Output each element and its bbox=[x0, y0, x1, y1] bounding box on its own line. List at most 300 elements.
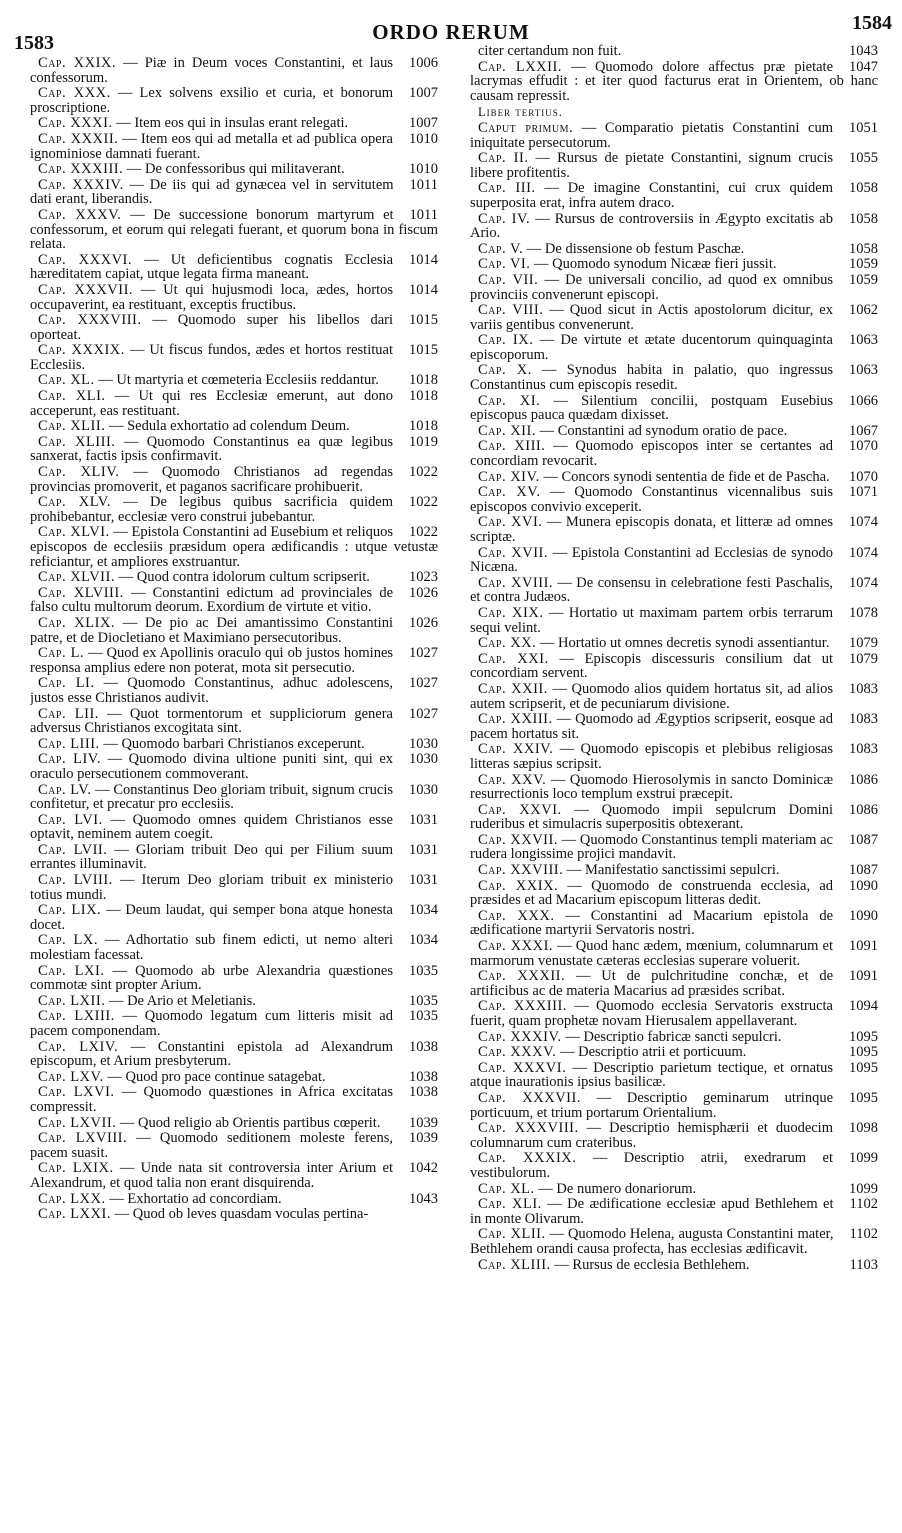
chapter-title: — Quomodo ecclesia Servatoris exstructa fuerit, quam prophetæ novam Hierusalem appellaverant. bbox=[470, 998, 833, 1029]
entry-page-number: 1074 bbox=[849, 544, 878, 561]
entry-page-number: 1079 bbox=[849, 635, 878, 652]
chapter-title: — Quomodo synodum Nicææ fieri jussit. bbox=[534, 256, 777, 273]
chapter-label: Cap. LX. bbox=[38, 932, 98, 949]
chapter-title: — Silentium concilii, postquam Eusebius episcopus pauca quædam dixisset. bbox=[470, 392, 834, 424]
toc-entry bbox=[30, 813, 438, 842]
toc-entry bbox=[470, 394, 878, 423]
entry-page-number: 1099 bbox=[849, 1180, 878, 1197]
chapter-label: Cap. LI. bbox=[38, 675, 95, 692]
chapter-title: — Quod contra idolorum cultum scripserit. bbox=[118, 569, 370, 586]
chapter-title: — Quomodo legatum cum litteris misit ad pacem componendam. bbox=[30, 1008, 393, 1039]
toc-entry bbox=[30, 283, 438, 312]
toc-entry bbox=[470, 303, 878, 332]
chapter-label: Cap. XXIX. bbox=[38, 56, 117, 71]
entry-page-number: 1091 bbox=[849, 938, 878, 955]
toc-entry bbox=[30, 253, 438, 282]
chapter-title: — Iterum Deo gloriam tribuit ex ministerio totius mundi. bbox=[30, 872, 393, 903]
entry-page-number: 1103 bbox=[849, 1256, 878, 1273]
chapter-label: Cap. XXXIII. bbox=[38, 161, 124, 178]
chapter-label: Cap. XLI. bbox=[478, 1196, 542, 1213]
chapter-title: — Manifestatio sanctissimi sepulcri. bbox=[566, 862, 780, 879]
toc-entry bbox=[30, 208, 438, 252]
chapter-title: — Quomodo impii sepulcrum Domini ruderibus et simulacris superpositis obtexerant. bbox=[470, 801, 833, 833]
toc-entry bbox=[470, 879, 878, 908]
entry-page-number: 1083 bbox=[849, 711, 878, 728]
chapter-label: Cap. IX. bbox=[478, 332, 534, 349]
chapter-title: — Synodus habita in palatio, quo ingressus Constantinus cum episcopis resedit. bbox=[470, 362, 834, 394]
chapter-title: — De successione bonorum martyrum et confessorum, et eorum qui relegati fuerant, et quorum bona in fiscum relata. bbox=[30, 206, 438, 253]
toc-entry bbox=[470, 636, 878, 651]
entry-page-number: 1026 bbox=[409, 584, 438, 601]
entry-page-number: 1007 bbox=[409, 85, 438, 102]
entry-page-number: 1026 bbox=[409, 614, 438, 631]
entry-page-number: 1011 bbox=[409, 176, 438, 193]
entry-page-number: 1063 bbox=[849, 362, 878, 379]
chapter-label: Cap. LXVII. bbox=[38, 1114, 117, 1131]
chapter-label: Cap. XXIX. bbox=[478, 877, 559, 894]
toc-entry bbox=[30, 1116, 438, 1131]
chapter-title: — Quomodo divina ultione puniti sint, qui ex oraculo persecutionem commoverant. bbox=[30, 751, 394, 782]
chapter-label: Cap. XXXVI. bbox=[478, 1059, 567, 1076]
toc-entry bbox=[470, 546, 878, 575]
toc-entry bbox=[470, 1030, 878, 1045]
chapter-title: — Rursus de controversiis in Ægypto excitatis ab Ario. bbox=[470, 210, 833, 242]
running-title: ORDO RERUM bbox=[372, 20, 530, 44]
chapter-label: Cap. LIII. bbox=[38, 735, 100, 752]
chapter-title: — Quomodo de construenda ecclesia, ad præsides et ad Macarium episcopum litteras dedit. bbox=[470, 877, 834, 909]
entry-page-number: 1090 bbox=[849, 907, 878, 924]
entry-page-number: 1102 bbox=[849, 1196, 878, 1213]
toc-entry bbox=[470, 969, 878, 998]
toc-entry bbox=[30, 1040, 438, 1069]
chapter-title: — Ut fiscus fundos, ædes et hortos restituat Ecclesiis. bbox=[30, 342, 393, 373]
toc-entry bbox=[470, 424, 878, 439]
entry-page-number: 1022 bbox=[409, 464, 438, 481]
chapter-title: — Descriptio parietum tectique, et ornatus atque inaurationis ipsius basilicæ. bbox=[470, 1059, 833, 1091]
chapter-label: Cap. XLIII. bbox=[38, 433, 116, 450]
toc-entry bbox=[470, 151, 878, 180]
toc-entry bbox=[470, 909, 878, 938]
chapter-title: — Lex solvens exsilio et curia, et bonorum proscriptione. bbox=[30, 85, 393, 116]
toc-entry bbox=[30, 495, 438, 524]
chapter-title: — De confessoribus qui militaverant. bbox=[126, 161, 345, 178]
toc-entry bbox=[30, 586, 438, 615]
chapter-label: Cap. VIII. bbox=[478, 302, 544, 319]
chapter-title: — De legibus quibus sacrificia quidem prohibebantur, ecclesiæ vero construi jubebantur. bbox=[30, 494, 394, 525]
entry-page-number: 1015 bbox=[409, 312, 438, 329]
chapter-label: Cap. LXVI. bbox=[38, 1084, 115, 1101]
chapter-title: — Quomodo barbari Christianos exceperunt. bbox=[103, 735, 365, 752]
toc-entry bbox=[30, 783, 438, 812]
entry-page-number: 1019 bbox=[409, 433, 438, 450]
chapter-title: — Quomodo episcopis et plebibus religiosas litteras sæpius scripsit. bbox=[470, 741, 833, 772]
chapter-label: Cap. LIX. bbox=[38, 902, 102, 919]
chapter-label: Cap. LVI. bbox=[38, 811, 103, 828]
chapter-title: — De dissensione ob festum Paschæ. bbox=[526, 240, 745, 257]
chapter-label: Cap. XXI. bbox=[478, 650, 549, 667]
chapter-title: — Adhortatio sub finem edicti, ut nemo alteri molestiam facessat. bbox=[30, 932, 393, 964]
toc-entry bbox=[30, 843, 438, 872]
entry-page-number: 1038 bbox=[409, 1038, 438, 1055]
chapter-label: Cap. XXV. bbox=[478, 771, 547, 788]
toc-entry bbox=[30, 707, 438, 736]
toc-entry bbox=[470, 485, 878, 514]
entry-page-number: 1062 bbox=[849, 302, 878, 319]
chapter-label: Cap. XXIV. bbox=[478, 741, 554, 758]
entry-page-number: 1058 bbox=[849, 240, 878, 257]
entry-page-number: 1014 bbox=[409, 281, 438, 298]
chapter-label: Cap. XL. bbox=[478, 1180, 535, 1197]
entry-page-number: 1066 bbox=[849, 392, 878, 409]
entry-page-number: 1086 bbox=[849, 801, 878, 818]
chapter-label: Cap. XXXIII. bbox=[478, 998, 567, 1015]
chapter-label: Cap. X. bbox=[478, 362, 532, 379]
toc-entry bbox=[30, 964, 438, 993]
entry-page-number: 1011 bbox=[409, 206, 438, 223]
entry-page-number: 1091 bbox=[849, 968, 878, 985]
chapter-label: Cap. II. bbox=[478, 150, 529, 167]
entry-page-number: 1090 bbox=[849, 877, 878, 894]
chapter-label: Cap. XXXVII. bbox=[38, 281, 134, 298]
chapter-title: — Quomodo ab urbe Alexandria quæstiones commotæ sint propter Arium. bbox=[30, 962, 393, 994]
chapter-title: — Descriptio fabricæ sancti sepulcri. bbox=[565, 1028, 782, 1045]
entry-page-number: 1027 bbox=[409, 675, 438, 692]
entry-page-number: 1018 bbox=[409, 418, 438, 435]
chapter-label: Cap. LXV. bbox=[38, 1068, 104, 1085]
entry-page-number: 1095 bbox=[849, 1059, 878, 1076]
chapter-label: Cap. LVII. bbox=[38, 841, 108, 858]
chapter-title: — Quomodo Constantinus templi materiam ac rudera longissime projici mandavit. bbox=[470, 831, 833, 863]
toc-entry bbox=[30, 737, 438, 752]
chapter-label: Cap. LVIII. bbox=[38, 872, 113, 889]
chapter-label: Cap. LXIV. bbox=[38, 1038, 119, 1055]
chapter-title: — Rursus de ecclesia Bethlehem. bbox=[554, 1256, 750, 1273]
chapter-label: Cap. LXI. bbox=[38, 962, 105, 979]
chapter-title: — Descriptio hemisphærii et duodecim columnarum cum crateribus. bbox=[470, 1120, 833, 1151]
chapter-label: Cap. XXX. bbox=[38, 85, 111, 102]
chapter-title: — De consensu in celebratione festi Paschalis, et contra Judæos. bbox=[470, 574, 833, 606]
entry-page-number: 1027 bbox=[409, 705, 438, 722]
chapter-label: Cap. XXVIII. bbox=[478, 862, 564, 879]
entry-page-number: 1031 bbox=[409, 811, 438, 828]
toc-entry bbox=[470, 682, 878, 711]
left-column bbox=[30, 56, 438, 1526]
entry-page-number: 1023 bbox=[409, 569, 438, 586]
chapter-title: — Constantini ad Macarium epistola de ædificatione martyrii Servatoris nostri. bbox=[470, 907, 834, 939]
toc-entry bbox=[470, 1227, 878, 1256]
toc-entry bbox=[30, 465, 438, 494]
chapter-label: Cap. XXXIX. bbox=[38, 342, 125, 359]
chapter-label: Cap. XV. bbox=[478, 484, 541, 501]
chapter-title: — Episcopis discessuris consilium dat ut concordiam servent. bbox=[470, 650, 834, 682]
chapter-label: Cap. LXII. bbox=[38, 992, 106, 1009]
entry-page-number: 1079 bbox=[849, 650, 878, 667]
chapter-title: — Quomodo Constantinus ea quæ legibus sanxerat, factis ipsis confirmavit. bbox=[30, 433, 393, 465]
toc-entry bbox=[470, 257, 878, 272]
toc-entry bbox=[30, 1085, 438, 1114]
toc-entry bbox=[470, 1091, 878, 1120]
entry-page-number: 1030 bbox=[409, 735, 438, 752]
toc-entry bbox=[30, 132, 438, 161]
chapter-label: Cap. LV. bbox=[38, 781, 92, 798]
entry-page-number: 1083 bbox=[849, 680, 878, 697]
entry-page-number: 1070 bbox=[849, 468, 878, 485]
chapter-title: — Ut martyria et cœmeteria Ecclesiis reddantur. bbox=[98, 372, 379, 389]
chapter-title: — Item eos qui ad metalla et ad publica opera ignominiose damnati fuerant. bbox=[30, 130, 393, 162]
entry-page-number: 1007 bbox=[409, 115, 438, 132]
chapter-label: Cap. XI. bbox=[478, 392, 541, 409]
chapter-label: Cap. XLV. bbox=[38, 494, 112, 511]
chapter-label: Cap. III. bbox=[478, 180, 536, 197]
chapter-label: Cap. XLVI. bbox=[38, 524, 110, 541]
chapter-label: Cap. XXXVI. bbox=[38, 251, 133, 268]
toc-entry bbox=[470, 515, 878, 544]
entry-page-number: 1067 bbox=[849, 422, 878, 439]
toc-entry bbox=[470, 1182, 878, 1197]
entry-page-number: 1018 bbox=[409, 388, 438, 405]
chapter-label: Cap. XXXIV. bbox=[38, 176, 124, 193]
chapter-label: Cap. XXXI. bbox=[38, 115, 113, 132]
toc-entry bbox=[30, 616, 438, 645]
chapter-title: — De universali concilio, ad quod ex omnibus provinciis convenerunt episcopi. bbox=[470, 271, 833, 303]
chapter-title: — Quomodo seditionem moleste ferens, pacem suasit. bbox=[30, 1130, 394, 1161]
toc-entry bbox=[30, 873, 438, 902]
toc-entry bbox=[30, 162, 438, 177]
chapter-title: — Item eos qui in insulas erant relegati. bbox=[116, 115, 349, 132]
toc-entry bbox=[30, 1009, 438, 1038]
chapter-label: Cap. L. bbox=[38, 645, 85, 662]
chapter-label: Cap. LXIX. bbox=[38, 1160, 114, 1177]
toc-entry bbox=[30, 570, 438, 585]
chapter-title: — De imagine Constantini, cui crux quidem superposita erat, infra autem draco. bbox=[470, 180, 833, 211]
chapter-title: — Quod hanc ædem, mœnium, columnarum et marmorum venustate cæteras ecclesias superare voluerit. bbox=[470, 938, 833, 969]
chapter-title: — Quot tormentorum et suppliciorum genera adversus Christianos excogitata sint. bbox=[30, 705, 393, 737]
chapter-label: Cap. XXXIV. bbox=[478, 1028, 562, 1045]
chapter-label: Cap. XIX. bbox=[478, 604, 544, 621]
entry-page-number: 1015 bbox=[409, 342, 438, 359]
chapter-label: Cap. LXVIII. bbox=[38, 1130, 128, 1147]
toc-entry bbox=[30, 676, 438, 705]
toc-entry bbox=[470, 273, 878, 302]
chapter-label: Cap. XVI. bbox=[478, 514, 543, 531]
chapter-title: — Ut de pulchritudine conchæ, et de artificibus ac de materia Macarius ad præsides scribat. bbox=[470, 968, 834, 999]
toc-entry bbox=[470, 1061, 878, 1090]
toc-entry bbox=[30, 525, 438, 569]
entry-page-number: 1034 bbox=[409, 932, 438, 949]
chapter-title: — Quod sicut in Actis apostolorum dicitur, ex variis gentibus convenerunt. bbox=[470, 302, 833, 333]
toc-entry bbox=[30, 1161, 438, 1190]
toc-entry bbox=[470, 863, 878, 878]
chapter-title: — Quomodo episcopos inter se certantes ad concordiam revocarit. bbox=[470, 438, 834, 470]
chapter-title: — Hortatio ut maximam partem orbis terrarum sequi velint. bbox=[470, 604, 833, 636]
toc-entry bbox=[470, 1151, 878, 1180]
chapter-title: — Unde nata sit controversia inter Arium et Alexandrum, et quod talia non erant disquirenda. bbox=[30, 1160, 394, 1191]
chapter-title: — Piæ in Deum voces Constantini, et laus confessorum. bbox=[30, 56, 393, 86]
chapter-label: Cap. XLII. bbox=[38, 418, 106, 435]
toc-entry bbox=[30, 903, 438, 932]
chapter-label: Cap. XIII. bbox=[478, 438, 546, 455]
entry-page-number: 1078 bbox=[849, 604, 878, 621]
chapter-title: — Exhortatio ad concordiam. bbox=[109, 1190, 282, 1207]
chapter-label: Cap. LII. bbox=[38, 705, 99, 722]
entry-page-number: 1010 bbox=[409, 161, 438, 178]
chapter-label: Cap. XXVII. bbox=[478, 831, 558, 848]
chapter-title: — Quomodo Christianos ad regendas provincias promoverit, et paganos sacrificare prohibuerit. bbox=[30, 464, 394, 495]
chapter-label: Cap. LXX. bbox=[38, 1190, 106, 1207]
page-number-right: 1584 bbox=[852, 12, 892, 34]
chapter-title: — Quomodo Constantinus, adhuc adolescens, justos esse Christianos audivit. bbox=[30, 675, 394, 706]
chapter-label: Cap. VII. bbox=[478, 271, 539, 288]
toc-entry bbox=[470, 242, 878, 257]
toc-entry bbox=[470, 212, 878, 241]
chapter-title: — Quomodo Helena, augusta Constantini mater, Bethlehem orandi causa profecta, has ecclesias ædificavit. bbox=[470, 1226, 834, 1257]
chapter-title: — Rursus de pietate Constantini, signum crucis libere profitentis. bbox=[470, 150, 833, 181]
chapter-title: — Sedula exhortatio ad colendum Deum. bbox=[108, 418, 350, 435]
chapter-label: Cap. XXXI. bbox=[478, 938, 554, 955]
entry-page-number: 1055 bbox=[849, 150, 878, 167]
chapter-title: — Quod religio ab Orientis partibus cœperit. bbox=[119, 1114, 381, 1131]
chapter-label: Cap. XLII. bbox=[478, 1226, 546, 1243]
entry-page-number: 1074 bbox=[849, 574, 878, 591]
toc-entry bbox=[470, 121, 878, 150]
toc-entry bbox=[30, 933, 438, 962]
chapter-title: — Quomodo dolore affectus præ pietate lacrymas effudit : et iter quod facturus erat in Orientem, ob hanc causam repressit. bbox=[470, 58, 878, 104]
chapter-label: Cap. XXXII. bbox=[478, 968, 566, 985]
entry-page-number: 1035 bbox=[409, 962, 438, 979]
chapter-title: — Constantini edictum ad provinciales de falso cultu multorum deorum. Exordium de virtute et vitio. bbox=[30, 584, 394, 616]
chapter-label: Cap. XLIV. bbox=[38, 464, 120, 481]
toc-entry bbox=[30, 116, 438, 131]
chapter-title: — Constantini epistola ad Alexandrum episcopum, et Arium presbyterum. bbox=[30, 1038, 394, 1070]
entry-page-number: 1087 bbox=[849, 862, 878, 879]
entry-page-number: 1070 bbox=[849, 438, 878, 455]
chapter-label: Cap. XVIII. bbox=[478, 574, 554, 591]
toc-entry bbox=[470, 333, 878, 362]
toc-entry bbox=[470, 652, 878, 681]
chapter-label: Cap. XLI. bbox=[38, 388, 106, 405]
entry-page-number: 1035 bbox=[409, 992, 438, 1009]
entry-page-number: 1039 bbox=[409, 1114, 438, 1131]
toc-entry bbox=[470, 999, 878, 1028]
toc-entry bbox=[470, 1258, 878, 1273]
entry-page-number: 1014 bbox=[409, 251, 438, 268]
chapter-label: Cap. LXXI. bbox=[38, 1206, 111, 1223]
chapter-label: Cap. LXIII. bbox=[38, 1008, 115, 1025]
entry-page-number: 1022 bbox=[409, 494, 438, 511]
chapter-label: Cap. XXX. bbox=[478, 907, 555, 924]
chapter-title: — Deum laudat, qui semper bona atque honesta docet. bbox=[30, 902, 393, 933]
entry-page-number: 1059 bbox=[849, 271, 878, 288]
entry-page-number: 1087 bbox=[849, 831, 878, 848]
chapter-title: — Quomodo ad Ægyptios scripserit, eosque ad pacem hortatus sit. bbox=[470, 711, 833, 742]
toc-entry bbox=[30, 435, 438, 464]
chapter-title: — Comparatio pietatis Constantini cum iniquitate persecutorum. bbox=[470, 119, 833, 151]
chapter-label: Cap. XIV. bbox=[478, 468, 540, 485]
chapter-title: — De ædificatione ecclesiæ apud Bethlehem et in monte Olivarum. bbox=[470, 1196, 834, 1227]
page-number-left: 1583 bbox=[14, 32, 54, 54]
toc-entry bbox=[30, 752, 438, 781]
chapter-label: Cap. XXII. bbox=[478, 680, 548, 697]
chapter-label: Cap. XXXIX. bbox=[478, 1150, 577, 1167]
toc-entry bbox=[30, 1070, 438, 1085]
entry-page-number: 1042 bbox=[409, 1160, 438, 1177]
chapter-label: Caput primum. bbox=[478, 119, 574, 136]
toc-entry bbox=[470, 803, 878, 832]
entry-page-number: 1059 bbox=[849, 256, 878, 273]
toc-entry bbox=[30, 389, 438, 418]
chapter-title: — Quomodo Hierosolymis in sancto Dominicæ resurrectionis loco templum exstrui præcepit. bbox=[470, 771, 834, 803]
toc-entry bbox=[30, 343, 438, 372]
chapter-title: — Ut qui res Ecclesiæ emerunt, aut dono acceperunt, eas restituant. bbox=[30, 388, 393, 419]
chapter-label: Cap. XLVIII. bbox=[38, 584, 124, 601]
entry-page-number: 1063 bbox=[849, 332, 878, 349]
chapter-title: — Gloriam tribuit Deo qui per Filium suum errantes illuminavit. bbox=[30, 841, 394, 873]
toc-entry bbox=[30, 1131, 438, 1160]
entry-page-number: 1038 bbox=[409, 1068, 438, 1085]
entry-page-number: 1095 bbox=[849, 1089, 878, 1106]
chapter-label: Cap. XXXV. bbox=[478, 1044, 557, 1061]
entry-page-number: 1099 bbox=[849, 1150, 878, 1167]
chapter-title: — Quomodo super his libellos dari oporteat. bbox=[30, 312, 393, 343]
chapter-title: — Quomodo alios quidem hortatus sit, ad alios autem scripserit, et de pecuniarum divisione. bbox=[470, 680, 833, 712]
chapter-title: — Descriptio geminarum utrinque porticuum, et trium portarum Orientalium. bbox=[470, 1089, 834, 1121]
chapter-title: — Ut deficientibus cognatis Ecclesia hæreditatem capiat, utque legata firma maneant. bbox=[30, 251, 393, 283]
chapter-title: — Hortatio ut omnes decretis synodi assentiantur. bbox=[539, 635, 830, 652]
chapter-label: Cap. V. bbox=[478, 240, 524, 257]
entry-page-number: 1018 bbox=[409, 372, 438, 389]
entry-page-number: 1039 bbox=[409, 1130, 438, 1147]
toc-entry bbox=[30, 86, 438, 115]
toc-entry bbox=[470, 1197, 878, 1226]
chapter-label: Cap. XX. bbox=[478, 635, 537, 652]
entry-page-number: 1102 bbox=[849, 1226, 878, 1243]
chapter-title: — Quomodo Constantinus vicennalibus suis episcopos convivio exceperit. bbox=[470, 484, 833, 515]
toc-entry bbox=[30, 178, 438, 207]
chapter-title: — Quod ex Apollinis oraculo qui ob justos homines responsa amplius edere non poterat, mota sit persecutio. bbox=[30, 645, 394, 676]
chapter-label: Cap. XXXVIII. bbox=[478, 1120, 579, 1137]
toc-entry bbox=[30, 1207, 438, 1222]
entry-page-number: 1083 bbox=[849, 741, 878, 758]
chapter-title: — De pio ac Dei amantissimo Constantini patre, et de Diocletiano et Maximiano persecutoribus. bbox=[30, 614, 393, 646]
right-column bbox=[470, 44, 878, 1514]
chapter-title: — Epistola Constantini ad Eusebium et reliquos episcopos de ecclesiis præsidum opera ædificandis : utque vetustæ reficiantur, et ampliores exstruantur. bbox=[30, 524, 438, 570]
chapter-title: — Quod pro pace continue satagebat. bbox=[107, 1068, 326, 1085]
entry-page-number: 1094 bbox=[849, 998, 878, 1015]
chapter-label: Cap. XLIX. bbox=[38, 614, 116, 631]
toc-entry bbox=[30, 1192, 438, 1207]
chapter-title: — Epistola Constantini ad Ecclesias de synodo Nicæna. bbox=[470, 544, 834, 576]
chapter-title: — Quomodo quæstiones in Africa excitatas compressit. bbox=[30, 1084, 393, 1115]
chapter-title: — Descriptio atrii, exedrarum et vestibulorum. bbox=[470, 1150, 833, 1181]
chapter-title: — Quod ob leves quasdam voculas pertina- bbox=[114, 1206, 369, 1223]
toc-entry bbox=[30, 313, 438, 342]
toc-entry bbox=[470, 44, 878, 59]
entry-page-number: 1030 bbox=[409, 781, 438, 798]
toc-entry bbox=[470, 712, 878, 741]
toc-entry bbox=[470, 742, 878, 771]
chapter-title: — Munera episcopis donata, et litteræ ad omnes scriptæ. bbox=[470, 514, 834, 545]
chapter-title: — Concors synodi sententia de fide et de Pascha. bbox=[543, 468, 830, 485]
chapter-label: Cap. XXIII. bbox=[478, 711, 553, 728]
chapter-label: Cap. XXXVIII. bbox=[38, 312, 142, 329]
chapter-title: — De virtute et ætate ducentorum quinquaginta episcoporum. bbox=[470, 332, 833, 363]
entry-page-number: 1030 bbox=[409, 751, 438, 768]
chapter-title: — Constantinus Deo gloriam tribuit, signum crucis confitetur, et precatur pro ecclesiis. bbox=[30, 781, 393, 813]
chapter-label: Cap. LIV. bbox=[38, 751, 102, 768]
book-heading: Liber tertius. bbox=[478, 105, 563, 120]
chapter-title: — De Ario et Meletianis. bbox=[108, 992, 256, 1009]
entry-page-number: 1031 bbox=[409, 841, 438, 858]
